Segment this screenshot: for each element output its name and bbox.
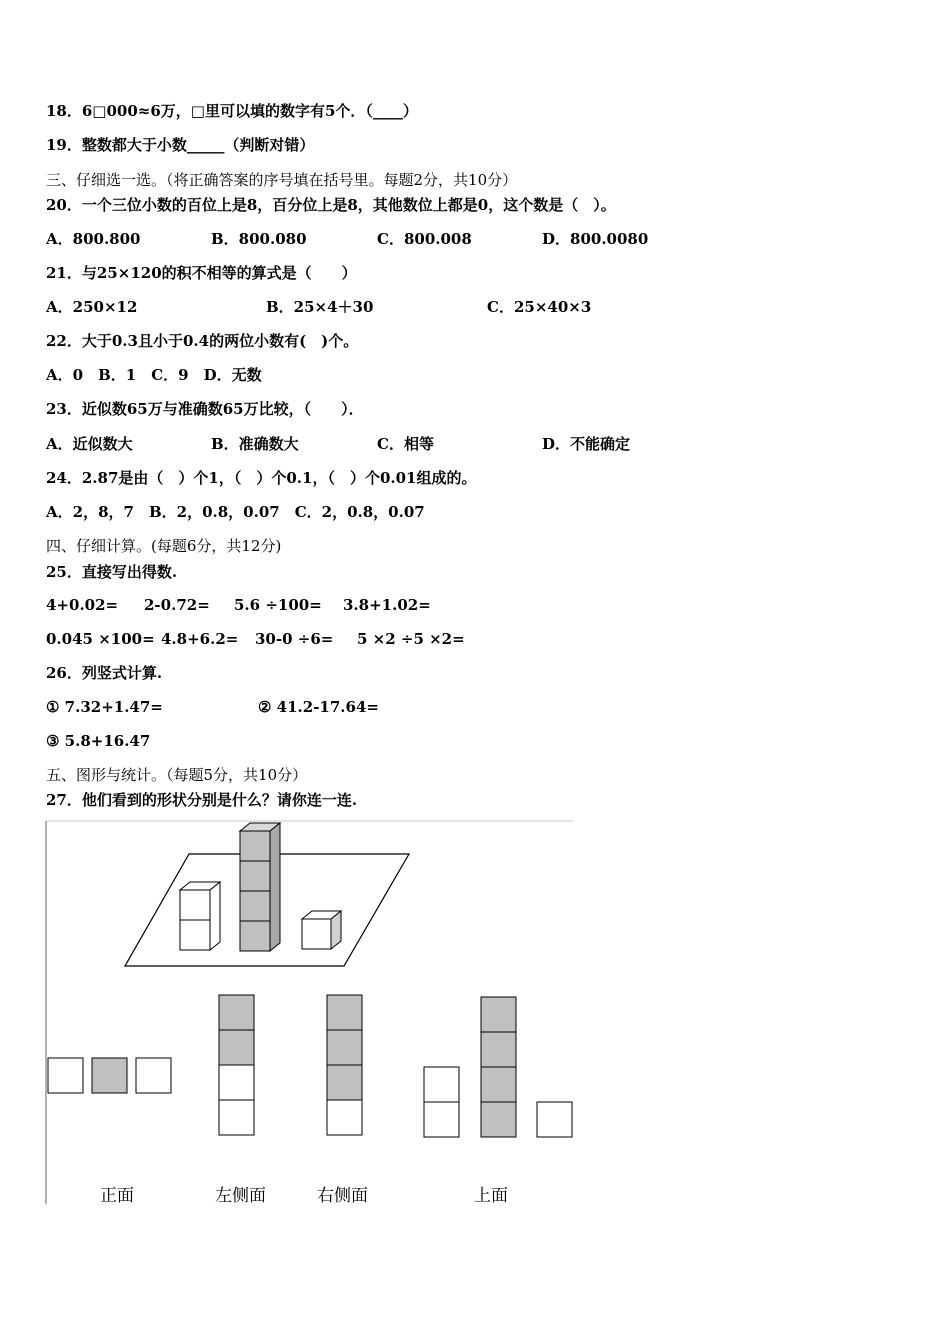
- q20-option-b: B．800.080: [211, 230, 307, 248]
- calc-item: 5.6 ÷100=: [234, 596, 322, 614]
- question-25: 25．直接写出得数.: [46, 563, 178, 581]
- question-18: 18．6□000≈6万，□里可以填的数字有5个．（____）: [46, 102, 418, 120]
- q23-option-a: A．近似数大: [46, 435, 133, 453]
- label-front: 正面: [100, 1186, 134, 1206]
- cube-views-figure: [45, 820, 575, 1208]
- view-option-1: [48, 1058, 171, 1093]
- calc-item: 4+0.02=: [46, 596, 119, 614]
- question-27: 27．他们看到的形状分别是什么？请你连一连.: [46, 791, 358, 809]
- vertical-calc-2: ② 41.2-17.64=: [258, 698, 379, 716]
- q23-option-b: B．准确数大: [211, 435, 299, 453]
- q21-option-c: C．25×40×3: [487, 298, 592, 316]
- view-option-4: [424, 997, 572, 1137]
- vertical-calc-3: ③ 5.8+16.47: [46, 732, 151, 750]
- q21-option-a: A．250×12: [46, 298, 138, 316]
- question-21: 21．与25×120的积不相等的算式是（ ）: [46, 264, 357, 282]
- calc-item: 3.8+1.02=: [343, 596, 431, 614]
- q20-option-c: C．800.008: [377, 230, 472, 248]
- white-cube-single: [302, 911, 341, 949]
- calc-item: 4.8+6.2=: [161, 630, 239, 648]
- q22-options: A．0 B．1 C．9 D．无数: [46, 366, 262, 384]
- q21-option-b: B．25×4＋30: [266, 298, 374, 316]
- gray-cube-stack-tall: [240, 823, 280, 951]
- section-4-heading: 四、仔细计算。(每题6分，共12分): [46, 537, 282, 555]
- section-5-heading: 五、图形与统计。（每题5分，共10分）: [46, 766, 308, 784]
- vertical-calc-1: ① 7.32+1.47=: [46, 698, 163, 716]
- calc-item: 0.045 ×100=: [46, 630, 155, 648]
- view-option-3: [327, 995, 362, 1135]
- question-19: 19．整数都大于小数_____（判断对错）: [46, 136, 315, 154]
- calc-item: 2-0.72=: [144, 596, 210, 614]
- q24-options: A．2，8，7 B．2，0.8，0.07 C．2，0.8，0.07: [46, 503, 425, 521]
- question-22: 22．大于0.3且小于0.4的两位小数有( )个。: [46, 332, 359, 350]
- q20-option-a: A．800.800: [46, 230, 141, 248]
- q20-option-d: D．800.0080: [542, 230, 649, 248]
- label-left-side: 左侧面: [215, 1186, 266, 1206]
- question-26: 26．列竖式计算.: [46, 664, 163, 682]
- question-24: 24．2.87是由（ ）个1，（ ）个0.1，（ ）个0.01组成的。: [46, 469, 477, 487]
- view-option-2: [219, 995, 254, 1135]
- label-top: 上面: [474, 1186, 508, 1206]
- calc-item: 30-0 ÷6=: [255, 630, 334, 648]
- q23-option-c: C．相等: [377, 435, 434, 453]
- q23-option-d: D．不能确定: [542, 435, 631, 453]
- white-cube-stack-left: [180, 882, 220, 950]
- question-23: 23．近似数65万与准确数65万比较，（ ）．: [46, 400, 364, 418]
- question-20: 20．一个三位小数的百位上是8，百分位上是8，其他数位上都是0，这个数是（ ）。: [46, 196, 616, 214]
- calc-item: 5 ×2 ÷5 ×2=: [357, 630, 465, 648]
- section-3-heading: 三、仔细选一选。（将正确答案的序号填在括号里。每题2分，共10分）: [46, 171, 518, 189]
- label-right-side: 右侧面: [317, 1186, 368, 1206]
